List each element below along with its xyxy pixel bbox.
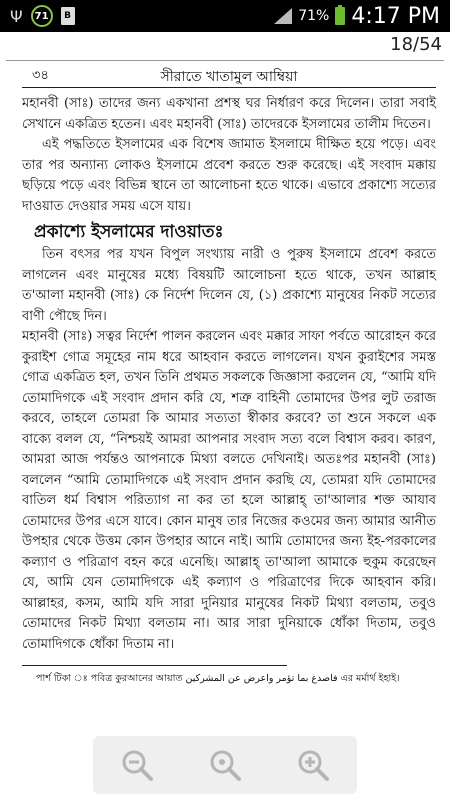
page-number: ৩৪ [32, 68, 49, 83]
clock: 4:17 PM [351, 3, 440, 29]
paragraph: এই পদ্ধতিতে ইসলামের এক বিশেষ জামাত ইসলামে দীক্ষিত হয়ে পড়ে। এবং তার পর অন্যান্য লোকও ইসলামে প্রবেশ করতে শুরু করেছে। এই সংবাদ মক্কায় ছড়িয়ে পড়ে এবং বিভিন্ন স্থানে তা আলোচনা হতে থাকে। এভাবে প্রকাশ্যে সত্যের দাওয়াত দেওয়ার সময় এসে যায়। [22, 137, 436, 214]
signal-icon [274, 8, 292, 24]
zoom-reset-icon [207, 747, 243, 783]
page-body [22, 88, 436, 686]
paragraph: তিন বৎসর পর যখন বিপুল সংখ্যায় নারী ও পুরুষ ইসলামে প্রবেশ করতে লাগলেন এবং মানুষের মধ্যে বিষয়টি আলোচনা হতে থাকে, তখন আল্লাহ ত'আলা মহানবী (সাঃ) কে নির্দেশ দিলেন যে, (১) প্রকাশ্যে মানুষের নিকট সত্যের বাণী পৌছে দিন। [22, 247, 436, 324]
document-icon: B [61, 7, 75, 25]
header-divider [6, 60, 444, 61]
usb-icon: Ψ [10, 6, 23, 26]
zoom-out-icon [119, 747, 155, 783]
footnote: পার্শ টিকা ঃ পবিত্র কুরআনের আয়াত فاصدع بما تؤمر واعرض عن المشركين এর মর্মার্থ ইহাই। [36, 673, 400, 684]
section-heading: প্রকাশ্যে ইসলামের দাওয়াতঃ [34, 222, 224, 242]
zoom-out-button[interactable] [107, 739, 167, 791]
zoom-in-button[interactable] [283, 739, 343, 791]
zoom-controls [93, 736, 357, 794]
zoom-in-icon [295, 747, 331, 783]
notification-count-icon: 71 [31, 5, 53, 27]
paragraph: মহানবী (সাঃ) সত্বর নির্দেশ পালন করলেন এবং মক্কার সাফা পর্বতে আরোহন করে কুরাইশ গোত্র সমূহের নাম ধরে আহবান করতে লাগলেন। যখন কুরাইশের সমস্ত গোত্র একত্রিত হল, তখন তিনি প্রথমত সকলকে জিজ্ঞাসা করলেন যে, “আমি যদি তোমাদিগকে এই সংবাদ প্রদান করি যে, শত্রু বাহিনী তোমাদের উপর লুট তরাজ করবে, তাহলে তোমরা কি আমার সত্যতা স্বীকার করবে? তা শুনে সকলে এক বাক্যে বলল যে, “নিশ্চয়ই আমরা আপনার সংবাদ সত্য বলে বিশ্বাস করব। কারণ, আমরা আজ পর্যন্তও আপনাকে মিথ্যা বলতে দেখিনাই। অতঃপর মহানবী (সাঃ) বললেন “আমি তোমাদিগকে এই সংবাদ প্রদান করছি যে, তোমরা যদি তোমাদের বাতিল ধর্ম বিশ্বাস পরিত্যাগ না কর তা হলে আল্লাহ্ তা'আলার শক্ত আযাব তোমাদের উপর এসে যাবে। কোন মানুষ তার নিজের কওমের জন্য আমার আনীত উপহার থেকে উত্তম কোন উপহার আনে নাই। আমি তোমাদের জন্য ইহ-পরকালের কল্যাণ ও পরিত্রাণ বহন করে এনেছি। আল্লাহ্ তা'আলা আমাকে হুকুম করেছেন যে, আমি যেন তোমাদিগকে এই কল্যাণ ও পরিত্রাণের দিকে আহবান করি। আল্লাহর, কসম, আমি যদি সারা দুনিয়ার মানুষের নিকট মিথ্যা বলতাম, তবুও তোমাদের নিকট মিথ্যা বলতাম না। আর সারা দুনিয়াকে ধোঁকা দিতাম, তবুও তোমাদিগকে ধোঁকা দিতাম না। [22, 329, 436, 652]
status-bar [0, 0, 450, 32]
zoom-reset-button[interactable] [195, 739, 255, 791]
book-page[interactable] [0, 62, 450, 732]
running-head: সীরাতে খাতামুল আম্বিয়া [160, 69, 298, 85]
footnote-divider [22, 665, 287, 666]
page-header [22, 62, 436, 88]
paragraph: মহানবী (সাঃ) তাদের জন্য একখানা প্রশস্থ ঘর নির্ধারণ করে দিলেন। তারা সবাই সেখানে একত্রিত হতেন। এবং মহানবী (সাঃ) তাদেরকে ইসলামের তালীম দিতেন। [22, 96, 436, 132]
battery-percent: 71% [298, 8, 330, 24]
page-counter: 18/54 [390, 34, 442, 55]
battery-icon [335, 7, 345, 25]
